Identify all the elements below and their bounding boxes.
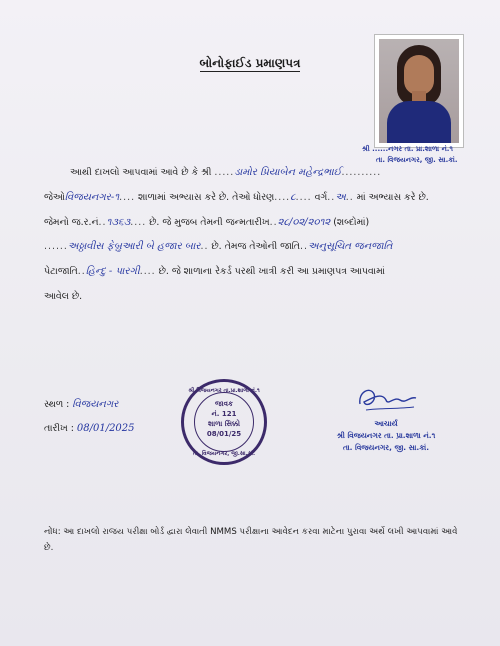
student-name: ડામોર પ્રિયાબેન મહેન્દ્રભાઈ — [234, 167, 342, 178]
standard-value: ૮ — [290, 192, 296, 203]
line-1: આથી દાખલો આપવામાં આવે છે કે શ્રી .....ડામોર પ્રિયાબેન મહેન્દ્રભાઈ.......... — [70, 167, 382, 178]
place-value: વિજયનગર — [72, 399, 119, 410]
division-value: અ — [335, 192, 346, 203]
school-seal: શ્રી વિજયનગર તા.પ્રા.શાળા નં.૧ જાવક નં. 121 શાળા સિક્કો 08/01/25 તા. વિજયનગર, જી.સા.કાં. — [181, 379, 267, 465]
caste-value: અનુસૂચિત જનજાતિ — [308, 241, 393, 252]
line-4: ......અઠ્ઠાવીસ ફેબ્રુઆરી બે હજાર બાર.. છે. તેમજ તેઓની જાતિ..અનુસૂચિત જનજાતિ — [44, 241, 393, 252]
birth-date: ૨૮/૦૨/૨૦૧૨ — [277, 217, 331, 228]
gr-number: ૧૩૬૩ — [106, 217, 131, 228]
subcaste-value: હિન્દુ - પારગી — [85, 266, 140, 277]
line-5: પેટાજાતિ..હિન્દુ - પારગી.... છે. જે શાળાના રેકર્ડ પરથી ખાત્રી કરી આ પ્રમાણપત્ર આપવામાં — [44, 266, 385, 277]
birth-date-words: અઠ્ઠાવીસ ફેબ્રુઆરી બે હજાર બાર — [67, 241, 201, 252]
footer-note: નોંધ: આ દાખલો રાજય પરીક્ષા બોર્ડ દ્વારા લેવાતી NMMS પરીક્ષાના આવેદન કરવા માટેના પુરાવા અર્થે લખી આપવામાં આવે છે. — [44, 527, 458, 553]
principal-signature — [352, 382, 422, 416]
student-photo — [374, 34, 464, 148]
school-name: વિજયનગર-૧ — [64, 192, 120, 203]
date-value: 08/01/2025 — [76, 423, 135, 434]
header-school-stamp: શ્રી ......નગર તા. પ્રા.શાળા નં.૧ તા. વિજયનગર, જી. સા.કાં. — [362, 145, 458, 164]
place-field: સ્થળ : વિજયનગર — [44, 399, 119, 410]
document-title: બોનોફાઈડ પ્રમાણપત્ર — [199, 56, 301, 70]
date-field: તારીખ : 08/01/2025 — [44, 423, 135, 434]
principal-stamp: આચાર્ય શ્રી વિજયનગર તા. પ્રા.શાળા નં.૧ તા. વિજયનગર, જી. સા.કાં. — [336, 419, 436, 452]
line-2: જેઓવિજયનગર-૧.... શાળામાં અભ્યાસ કરે છે. તેઓ ધોરણ....૮.... વર્ગ..અ.. માં અભ્યાસ કરે છે. — [44, 192, 429, 203]
line-3: જેમનો જ.ર.નં..૧૩૬૩.... છે. જે મુજબ તેમની જન્મતારીખ..૨૮/૦૨/૨૦૧૨ (શબ્દોમાં) — [44, 217, 370, 228]
line-6: આવેલ છે. — [44, 291, 83, 302]
